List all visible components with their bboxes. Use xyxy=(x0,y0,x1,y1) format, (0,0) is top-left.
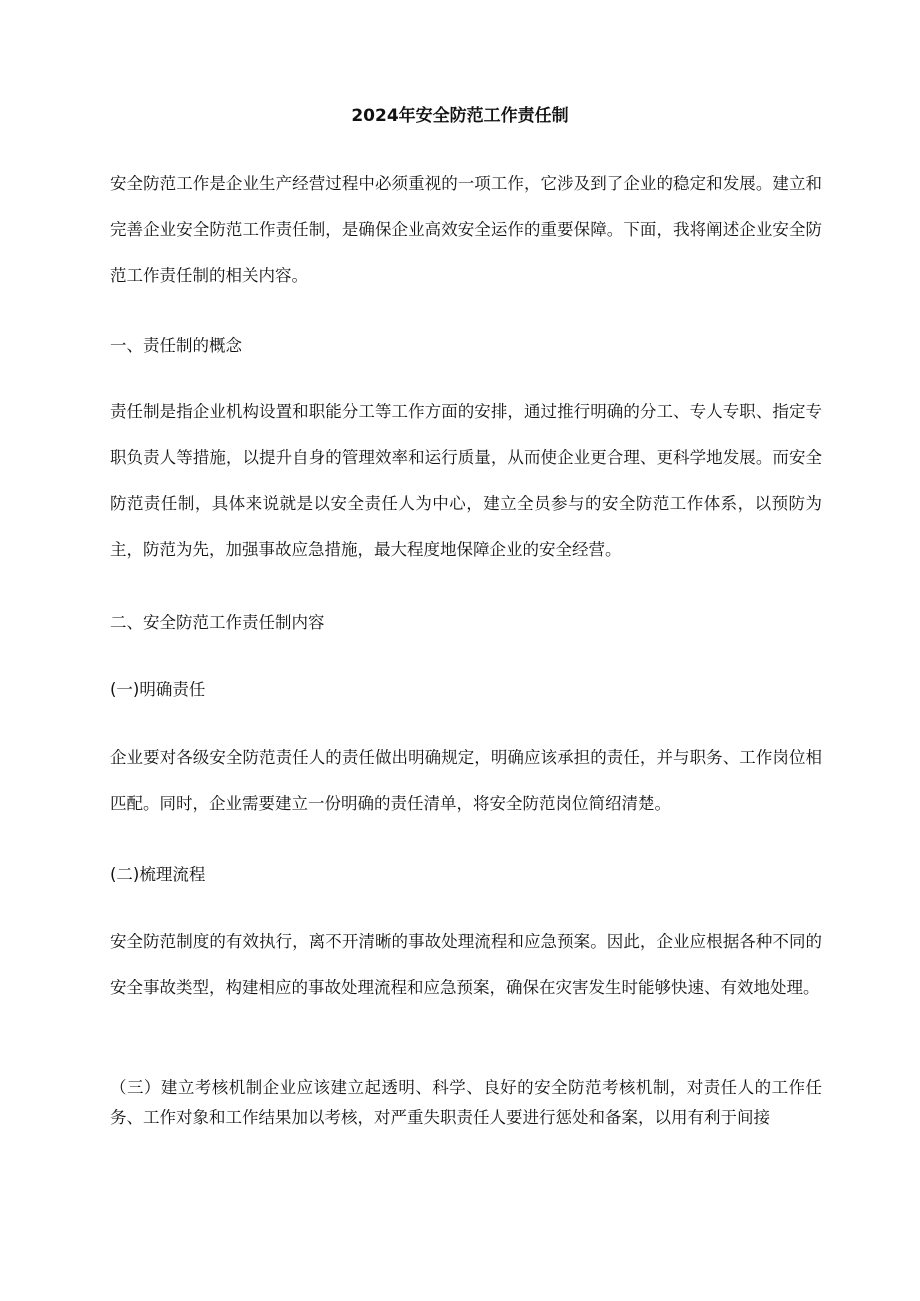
subsection-2-heading: (二)梳理流程 xyxy=(110,865,206,884)
subsection-2-paragraph: 安全防范制度的有效执行，离不开清晰的事故处理流程和应急预案。因此，企业应根据各种不同的安全事故类型，构建相应的事故处理流程和应急预案，确保在灾害发生时能够快速、有效地处理。 xyxy=(110,932,822,997)
subsection-1-heading: (一)明确责任 xyxy=(110,680,206,699)
subsection-3-paragraph: （三）建立考核机制企业应该建立起透明、科学、良好的安全防范考核机制，对责任人的工作任务、工作对象和工作结果加以考核，对严重失职责任人要进行惩处和备案，以用有利于间接 xyxy=(110,1078,822,1127)
subsection-1-paragraph: 企业要对各级安全防范责任人的责任做出明确规定，明确应该承担的责任，并与职务、工作岗位相匹配。同时，企业需要建立一份明确的责任清单，将安全防范岗位简绍清楚。 xyxy=(110,748,822,813)
document-title: 2024年安全防范工作责任制 xyxy=(351,106,569,126)
section-2-heading: 二、安全防范工作责任制内容 xyxy=(110,613,325,632)
section-1-heading: 一、责任制的概念 xyxy=(110,336,242,355)
section-1-paragraph: 责任制是指企业机构设置和职能分工等工作方面的安排，通过推行明确的分工、专人专职、指定专职负责人等措施，以提升自身的管理效率和运行质量，从而使企业更合理、更科学地发展。而安全防范责任制，具体来说就是以安全责任人为中心，建立全员参与的安全防范工作体系，以预防为主，防范为先，加强事故应急措施，最大程度地保障企业的安全经营。 xyxy=(110,402,822,559)
intro-paragraph: 安全防范工作是企业生产经营过程中必须重视的一项工作，它涉及到了企业的稳定和发展。建立和完善企业安全防范工作责任制，是确保企业高效安全运作的重要保障。下面，我将阐述企业安全防范工作责任制的相关内容。 xyxy=(110,174,822,285)
